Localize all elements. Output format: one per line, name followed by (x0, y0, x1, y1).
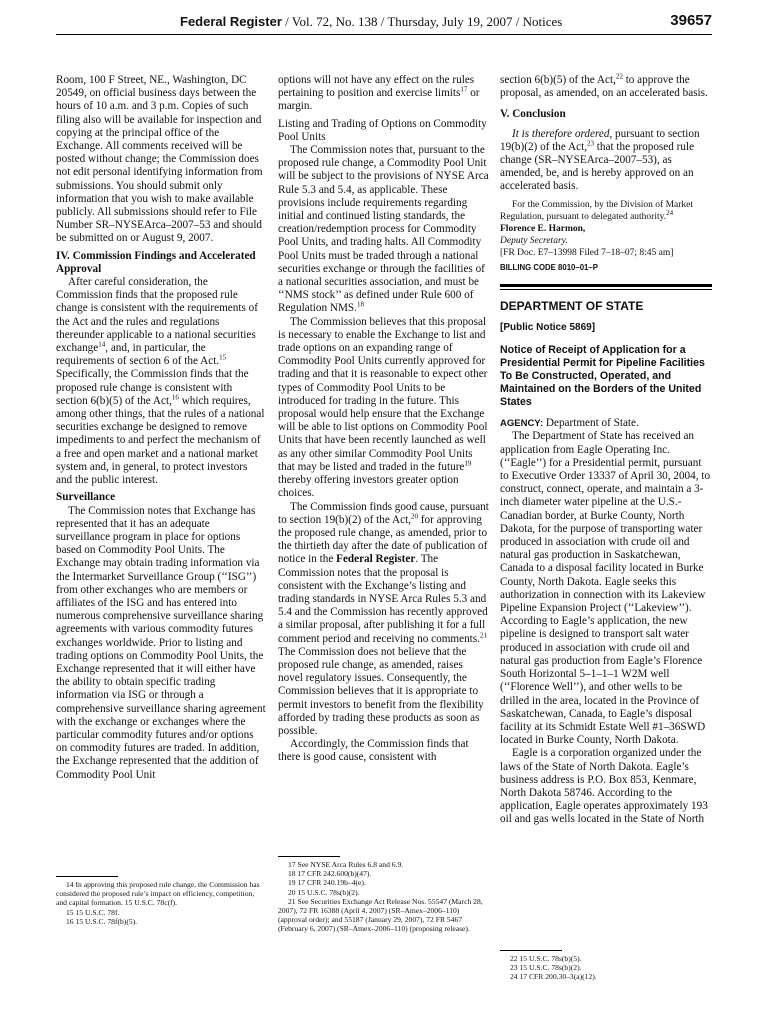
paragraph: options will not have any effect on the rules pertaining to position and exercise limits$^{17}$ or margin. (278, 74, 480, 113)
footnote: 23 15 U.S.C. 78s(b)(2). (510, 963, 582, 973)
footnote: 17 See NYSE Arca Rules 6.8 and 6.9. (288, 860, 404, 869)
footnote-rule (278, 856, 340, 857)
footnote-ref[interactable]: 18 (356, 300, 364, 309)
public-notice-number: [Public Notice 5869] (500, 322, 596, 334)
publication-name: Federal Register (180, 14, 282, 29)
section-rule-thin (500, 289, 712, 290)
footnote: 22 15 U.S.C. 78s(b)(5). (510, 954, 582, 963)
footnote-rule (56, 876, 118, 877)
footnote-ref[interactable]: 16 (171, 393, 179, 402)
paragraph: The Commission finds good cause, pursuant to section 19(b)(2) of the Act,$^{20}$ for approving the proposed rule change, as amended, prior to the thirtieth day after the date of publication of notice in the Federal Register. The Commission notes that the proposal is consistent with the Exchange’s listing and trading standards in NYSE Arca Rules 5.3 and 5.4 and the Commission has recently approved a similar proposal, after publishing it for a full comment period and receiving no comments.$^{21}$ The Commission does not believe that the proposed rule change, as amended, raises novel regulatory issues. Consequently, the Commission believes that it is appropriate to permit investors to benefit from the flexibility afforded by trading these products as soon as possible. (278, 500, 489, 737)
footnote: 24 17 CFR 200.30–3(a)(12). (510, 972, 597, 982)
footnote: 14 In approving this proposed rule change, the Commission has considered the proposed rule’s impact on efficiency, competition, and capital formation. 15 U.S.C. 78c(f). (56, 880, 260, 908)
paragraph: Accordingly, the Commission finds that there is good cause, consistent with (278, 738, 469, 764)
federal-register-ref: Federal Register (336, 553, 416, 566)
footnote-ref[interactable]: 14 (98, 340, 106, 349)
delegation-statement: For the Commission, by the Division of Market Regulation, pursuant to delegated authority.$^{24}$ (500, 199, 694, 222)
section-heading: IV. Commission Findings and Accelerated Approval (56, 249, 256, 275)
footnote: 20 15 U.S.C. 78s(b)(2). (288, 887, 360, 897)
paragraph: The Commission notes that, pursuant to the proposed rule change, a Commodity Pool Unit will be subject to the provisions of NYSE Arca Rule 5.3 and 5.4, as applicable. These provisions include requirements regarding initial and continued listing standards, the creation/redemption process for Commodity Pool Units, and trading halts. All Commodity Pool Units must be traded through a national securities exchange or through the facilities of a national securities association, and must be ‘‘NMS stock’’ as defined under Rule 600 of Regulation NMS.$^{18}$ (278, 144, 489, 315)
footnote-ref[interactable]: 19 (464, 459, 472, 468)
footnote-rule (500, 950, 562, 951)
footnote: 16 15 U.S.C. 78f(b)(5). (66, 916, 138, 926)
page-number: 39657 (670, 12, 712, 29)
billing-code: BILLING CODE 8010–01–P (500, 262, 598, 272)
column-3 (500, 74, 712, 827)
section-heading: Surveillance (56, 491, 116, 504)
paragraph: section 6(b)(5) of the Act,$^{22}$ to approve the proposal, as amended, on an accelerated basis. (500, 72, 708, 100)
paragraph: The Commission believes that this proposal is necessary to enable the Exchange to list and trade options on an expanding range of Commodity Pool Units currently approved for trading and that it is reasonable to expect other types of Commodity Pool Units to be introduced for trading in the future. This proposal would help ensure that the Exchange will be able to list options on Commodity Pool Units that have been recently launched as well as any other similar Commodity Pool Units that may be listed and traded in the future$^{19}$ thereby offering investors greater option choices. (278, 315, 488, 500)
document-title: Notice of Receipt of Application for a Presidential Permit for Pipeline Facilities To Be Constructed, Operated, and Maintained on the Borders of the United States (500, 344, 705, 409)
department-heading: DEPARTMENT OF STATE (500, 298, 644, 313)
footnote-ref[interactable]: 23 (587, 139, 594, 148)
subsection-heading: Listing and Trading of Options on Commodity Pool Units (278, 117, 487, 143)
footnotes-col3 (500, 946, 712, 982)
signer-title: Deputy Secretary. (500, 235, 568, 246)
section-rule-thick (500, 284, 712, 287)
column-2 (278, 74, 490, 765)
paragraph: It is therefore ordered, pursuant to section 19(b)(2) of the Act,$^{23}$ that the proposed rule change (SR–NYSEArca–2007–53), as amended, be, and is hereby approved on an accelerated basis. (500, 127, 700, 193)
section-heading: V. Conclusion (500, 108, 566, 121)
footnote-ref[interactable]: 24 (666, 208, 674, 217)
footnote-ref[interactable]: 17 (460, 85, 468, 94)
paragraph: Room, 100 F Street, NE., Washington, DC 20549, on official business days between the hours of 10 a.m. and 3 p.m. Copies of such filing also will be available for inspection and copying at the principal office of the Exchange. All comments received will be posted without change; the Commission does not edit personal identifying information from submissions. You should submit only information that you wish to make available publicly. All submissions should refer to File Number SR–NYSEArca–2007–53 and should be submitted on or August 9, 2007. (56, 74, 263, 245)
paragraph: Eagle is a corporation organized under the laws of the State of North Dakota. Eagle’s business address is P.O. Box 853, Kenmare, North Dakota 58746. According to the application, Eagle operates approximately 193 oil and gas wells located in the State of North (500, 747, 708, 826)
footnote-ref[interactable]: 22 (615, 72, 623, 81)
issue-details: / Vol. 72, No. 138 / Thursday, July 19, 2007 / Notices (281, 14, 563, 29)
footnote-ref[interactable]: 21 (479, 630, 487, 639)
agency-line: AGENCY: Department of State. (500, 417, 639, 430)
signer-name: Florence E. Harmon, (500, 223, 586, 234)
footnote: 19 17 CFR 240.19b–4(e). (288, 878, 366, 888)
paragraph: The Department of State has received an application from Eagle Operating Inc. (‘‘Eagle’’) for a Presidential permit, pursuant to Executive Order 13337 of April 30, 2004, to construct, connect, operate, and maintain a 3-inch diameter water pipeline at the U.S.-Canadian border, at Burke County, North Dakota, for the purpose of transporting water produced in association with crude oil and natural gas production in Saskatchewan, Canada to a disposal facility located in Burke County, North Dakota. Eagle seeks this authorization in connection with its Lakeview Pipeline Expansion Project (‘‘Lakeview’’). According to Eagle’s application, the new pipeline is designed to transport salt water produced in association with crude oil and natural gas production from Eagle’s Florence South Horizontal 5–1–1–1 W2M well (‘‘Florence Well’’), and other wells to be drilled in the area, located in the Province of Saskatchewan, Canada, to Eagle’s disposal facility at its Schmidt Estate Well #1–36SWD located in Burke County, North Dakota. (500, 430, 711, 747)
footnote-ref[interactable]: 15 (219, 353, 227, 362)
column-1 (56, 74, 266, 782)
header-running-title (180, 14, 562, 30)
paragraph: The Commission notes that Exchange has represented that it has an adequate surveillance program in place for options based on Commodity Pool Units. The Exchange may obtain trading information via the Intermarket Surveillance Group (‘‘ISG’’) from other exchanges who are members or affiliates of the ISG and has entered into numerous comprehensive surveillance sharing agreements with various commodity futures exchanges worldwide. Prior to listing and trading options on Commodity Pool Units, the Exchange represented that it will either have the ability to obtain specific trading information via ISG or through a comprehensive surveillance sharing agreement with the exchange or exchanges where the particular commodity futures and/or options on commodity futures are traded. In addition, the Exchange represented that the addition of Commodity Pool Unit (56, 504, 266, 781)
footnote: 15 15 U.S.C. 78f. (66, 907, 120, 917)
footnote: 18 17 CFR 242.600(b)(47). (288, 869, 372, 879)
paragraph: After careful consideration, the Commission finds that the proposed rule change is consistent with the requirements of the Act and the rules and regulations thereunder applicable to a national securities exchange$^{14}$, and, in particular, the requirements of section 6 of the Act.$^{15}$ Specifically, the Commission finds that the proposed rule change is consistent with section 6(b)(5) of the Act,$^{16}$ which requires, among other things, that the rules of a national securities exchange be designed to remove impediments to and perfect the mechanism of a free and open market and a national market system and, in general, to protect investors and the public interest. (56, 276, 265, 487)
fr-doc-line: [FR Doc. E7–13998 Filed 7–18–07; 8:45 am] (500, 247, 674, 258)
page-header (56, 12, 712, 35)
footnote-ref[interactable]: 20 (410, 511, 418, 520)
footnotes-col1 (56, 872, 266, 926)
footnote: 21 See Securities Exchange Act Release Nos. 55547 (March 28, 2007), 72 FR 16388 (April 4, 2007) (SR–Amex–2006–110) (approval order); and 55187 (January 29, 2007), 72 FR 5467 (February 6, 2007) (SR–Amex–2006–110) (proposing release). (278, 896, 483, 934)
footnotes-col2 (278, 852, 490, 934)
